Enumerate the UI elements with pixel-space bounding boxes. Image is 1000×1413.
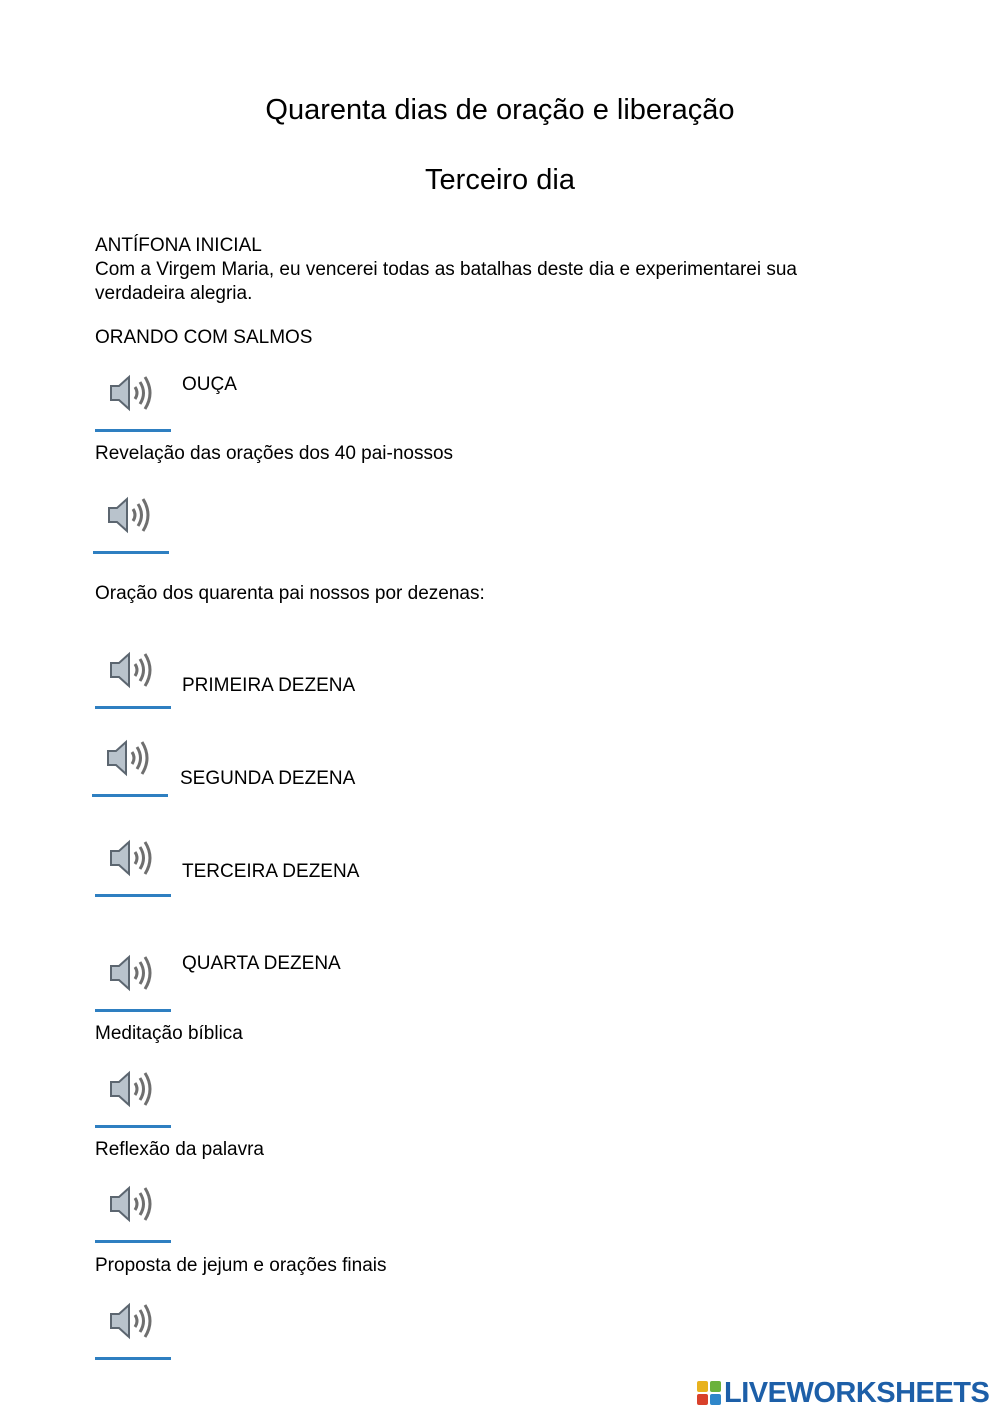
page-title: Quarenta dias de oração e liberação	[265, 94, 735, 126]
speaker-icon	[107, 1066, 159, 1112]
prayer-intro: Oração dos quarenta pai nossos por dezenas:	[95, 583, 485, 604]
psalms-heading: ORANDO COM SALMOS	[95, 327, 313, 348]
audio-player-decade-3[interactable]	[95, 825, 171, 897]
audio-player-revelation[interactable]	[93, 482, 169, 554]
speaker-icon	[107, 835, 159, 881]
meditation-heading: Meditação bíblica	[95, 1023, 243, 1044]
speaker-icon	[105, 492, 157, 538]
audio-progress-bar	[92, 794, 168, 797]
antiphon-heading: ANTÍFONA INICIAL	[95, 235, 262, 256]
audio-progress-bar	[95, 1009, 171, 1012]
reflection-heading: Reflexão da palavra	[95, 1139, 264, 1160]
audio-progress-bar	[93, 551, 169, 554]
audio-progress-bar	[95, 1240, 171, 1243]
speaker-icon	[107, 370, 159, 416]
audio-player-proposal[interactable]	[95, 1288, 171, 1360]
audio-progress-bar	[95, 429, 171, 432]
proposal-heading: Proposta de jejum e orações finais	[95, 1255, 387, 1276]
decade-4-label: QUARTA DEZENA	[182, 953, 341, 974]
revelation-heading: Revelação das orações dos 40 pai-nossos	[95, 443, 454, 464]
logo-text: LIVEWORKSHEETS	[724, 1377, 990, 1409]
audio-player-decade-1[interactable]	[95, 637, 171, 709]
audio-player-meditation[interactable]	[95, 1056, 171, 1128]
audio-progress-bar	[95, 1357, 171, 1360]
decade-2-label: SEGUNDA DEZENA	[180, 768, 356, 789]
speaker-icon	[107, 1298, 159, 1344]
logo-mark-icon	[697, 1381, 721, 1405]
audio-progress-bar	[95, 706, 171, 709]
speaker-icon	[107, 1181, 159, 1227]
audio-progress-bar	[95, 894, 171, 897]
page-subtitle: Terceiro dia	[425, 164, 575, 196]
audio-player-reflection[interactable]	[95, 1171, 171, 1243]
audio-progress-bar	[95, 1125, 171, 1128]
speaker-icon	[107, 647, 159, 693]
decade-1-label: PRIMEIRA DEZENA	[182, 675, 356, 696]
decade-3-label: TERCEIRA DEZENA	[182, 861, 360, 882]
speaker-icon	[107, 950, 159, 996]
audio-player-decade-4[interactable]	[95, 940, 171, 1012]
audio-player-decade-2[interactable]	[92, 725, 168, 797]
antiphon-line-2: verdadeira alegria.	[95, 283, 253, 304]
audio-player-psalms[interactable]	[95, 360, 171, 432]
antiphon-line-1: Com a Virgem Maria, eu vencerei todas as batalhas deste dia e experimentarei sua	[95, 259, 797, 280]
listen-label: OUÇA	[182, 374, 237, 395]
speaker-icon	[104, 735, 156, 781]
